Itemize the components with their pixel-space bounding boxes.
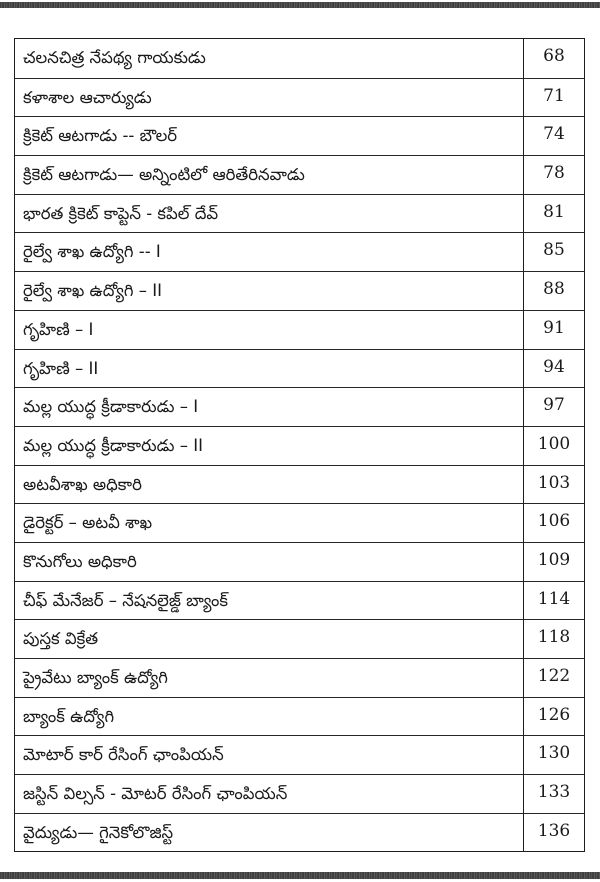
toc-row xyxy=(15,774,584,813)
toc-entry-title: చలనచిత్ర నేపథ్య గాయకుడు xyxy=(15,39,524,78)
toc-entry-page-number: 81 xyxy=(543,201,565,222)
toc-entry-page-number: 106 xyxy=(537,511,571,532)
toc-entry-title: పుస్తక విక్రేత xyxy=(15,620,524,658)
toc-entry-title: బ్యాంక్ ఉద్యోగి xyxy=(15,698,524,736)
toc-row xyxy=(15,232,584,271)
toc-row xyxy=(15,697,584,736)
toc-entry-page-number: 114 xyxy=(537,588,571,609)
toc-row xyxy=(15,310,584,349)
toc-entry-title: మల్ల యుద్ధ క్రీడాకారుడు – I xyxy=(15,388,524,426)
toc-entry-page-number: 133 xyxy=(537,782,571,803)
toc-row xyxy=(15,78,584,117)
toc-entry-page-number: 71 xyxy=(543,85,565,106)
toc-entry-page-number: 91 xyxy=(543,317,565,338)
toc-entry-page-number: 122 xyxy=(537,666,571,686)
table-of-contents xyxy=(14,38,585,852)
toc-row xyxy=(15,658,584,697)
toc-row xyxy=(15,349,584,388)
toc-row xyxy=(15,813,584,852)
toc-row xyxy=(15,465,584,504)
toc-entry-title: చీఫ్ మేనేజర్ – నేషనలైజ్డ్ బ్యాంక్ xyxy=(15,582,524,620)
toc-row xyxy=(15,503,584,542)
toc-entry-page-number: 68 xyxy=(543,46,565,66)
toc-entry-title: క్రికెట్ ఆటగాడు— అన్నింటిలో ఆరితేరినవాడు xyxy=(15,156,524,194)
toc-row xyxy=(15,116,584,155)
bottom-border-rule xyxy=(0,872,600,879)
toc-entry-page-number: 94 xyxy=(543,356,565,377)
toc-entry-title: గృహిణి – I xyxy=(15,311,524,349)
toc-entry-page-number: 118 xyxy=(537,627,571,648)
toc-entry-page-number: 85 xyxy=(543,240,565,261)
toc-row xyxy=(15,155,584,194)
toc-entry-title: జస్టిన్ విల్సన్ - మోటర్ రేసింగ్ ఛాంపియన్ xyxy=(15,775,524,813)
toc-entry-page-number: 126 xyxy=(537,704,571,725)
toc-row xyxy=(15,542,584,581)
toc-entry-page-number: 130 xyxy=(537,743,571,764)
toc-row xyxy=(15,387,584,426)
toc-row xyxy=(15,619,584,658)
toc-row xyxy=(15,426,584,465)
toc-entry-title: గృహిణి – II xyxy=(15,350,524,388)
toc-entry-title: భారత క్రికెట్ కాప్టెన్ - కపిల్ దేవ్ xyxy=(15,195,524,233)
toc-row xyxy=(15,271,584,310)
top-border-rule xyxy=(0,2,600,8)
toc-entry-title: వైద్యుడు— గైనెకోలొజిస్ట్ xyxy=(15,814,524,852)
toc-entry-title: మోటార్ కార్ రేసింగ్ ఛాంపియన్ xyxy=(15,736,524,774)
toc-row xyxy=(15,39,584,78)
toc-entry-title: కొనుగోలు అధికారి xyxy=(15,543,524,581)
toc-row xyxy=(15,735,584,774)
toc-entry-title: రైల్వే శాఖ ఉద్యోగి – II xyxy=(15,272,524,310)
toc-entry-title: మల్ల యుద్ధ క్రీడాకారుడు – II xyxy=(15,427,524,465)
toc-entry-title: ప్రైవేటు బ్యాంక్ ఉద్యోగి xyxy=(15,659,524,697)
toc-entry-page-number: 109 xyxy=(537,549,571,570)
toc-entry-title: కళాశాల ఆచార్యుడు xyxy=(15,79,524,117)
toc-entry-page-number: 103 xyxy=(537,472,571,493)
toc-entry-title: రైల్వే శాఖ ఉద్యోగి -- I xyxy=(15,233,524,271)
toc-entry-page-number: 100 xyxy=(537,433,571,454)
toc-entry-page-number: 74 xyxy=(543,124,565,145)
toc-entry-title: క్రికెట్ ఆటగాడు -- బౌలర్ xyxy=(15,117,524,155)
toc-entry-page-number: 88 xyxy=(543,279,565,300)
toc-entry-title: అటవీశాఖ అధికారి xyxy=(15,466,524,504)
toc-row xyxy=(15,194,584,233)
toc-entry-title: డైరెక్టర్ – అటవీ శాఖ xyxy=(15,504,524,542)
toc-entry-page-number: 97 xyxy=(543,395,565,416)
toc-row xyxy=(15,581,584,620)
toc-entry-page-number: 78 xyxy=(543,163,565,184)
toc-entry-page-number: 136 xyxy=(537,820,571,841)
